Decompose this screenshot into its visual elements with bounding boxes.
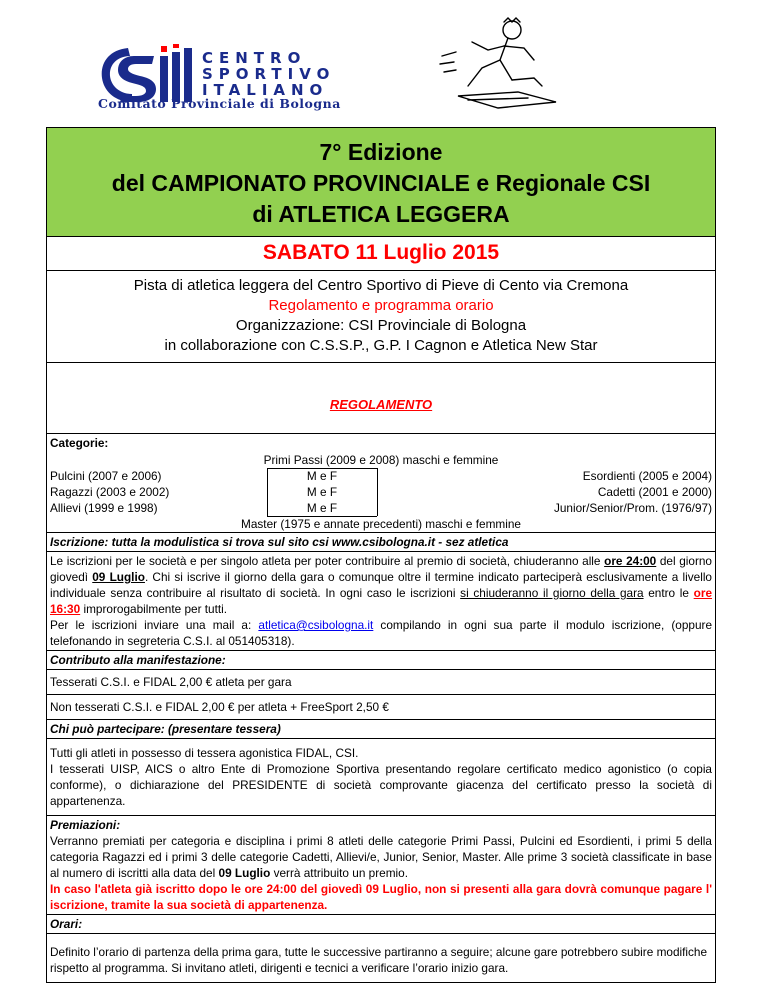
title-line2: del CAMPIONATO PROVINCIALE e Regionale CSI — [111, 170, 651, 196]
iscrizione-paragraph-1 — [50, 553, 712, 617]
contributo-non-tesserati-row — [47, 695, 715, 720]
title-line1: 7° Edizione — [319, 139, 443, 165]
premiazioni-paragraph-1 — [50, 833, 712, 881]
category-mid: M e F — [306, 469, 338, 483]
contributo-tesserati: Tesserati C.S.I. e FIDAL 2,00 € atleta per gara — [50, 675, 292, 689]
partecipare-header-row — [47, 720, 715, 739]
text: . Chi si iscrive il giorno della gara o comunque oltre il termine indicato parteciperà esclusivamente a livello individuale senza contribuire al risultato di società. In ogni caso le iscrizioni — [50, 570, 712, 600]
text: del giorno giovedì — [50, 554, 712, 584]
iscrizione-section — [47, 552, 715, 651]
iscrizione-header-row — [47, 533, 715, 552]
title-banner — [47, 128, 715, 237]
category-left: Ragazzi (2003 e 2002) — [50, 485, 170, 499]
partecipare-section — [47, 739, 715, 816]
orari-paragraph: Definito l’orario di partenza della prima gara, tutte le successive partiranno a seguire; alcune gare potrebbero subire modifiche rispetto al programma. Si invitano atleti, dirigenti e tecnici a verificare l’orario inizio gara. — [50, 945, 708, 975]
category-row — [47, 500, 715, 516]
regolamento-box — [47, 363, 715, 434]
category-right: Cadetti (2001 e 2000) — [597, 485, 712, 499]
partecipare-paragraph-2: I tesserati UISP, AICS o altro Ente di Promozione Sportiva presentando regolare certificato medico agonistico (o copia conforme), o dichiarazione del PRESIDENTE di società comprovante giacenza del certificato presso la società di appartenenza. — [50, 762, 712, 808]
premiazioni-section — [47, 816, 715, 915]
same-day-close: si chiuderanno il giorno della gara — [460, 586, 644, 600]
logo-line2: SPORTIVO — [202, 65, 336, 83]
categories-table — [47, 452, 715, 532]
premio-date: 09 Luglio — [218, 866, 271, 880]
event-frame — [46, 127, 716, 983]
deadline-hour: ore 24:00 — [604, 554, 657, 568]
category-right: Junior/Senior/Prom. (1976/97) — [553, 501, 712, 515]
collaboration: in collaborazione con C.S.S.P., G.P. I Cagnon e Atletica New Star — [164, 337, 598, 354]
logo-line3: ITALIANO — [202, 81, 329, 99]
title-line3: di ATLETICA LEGGERA — [252, 201, 510, 227]
category-row — [47, 484, 715, 500]
category-mid: M e F — [306, 485, 338, 499]
category-row — [47, 468, 715, 484]
event-date: SABATO 11 Luglio 2015 — [47, 237, 715, 271]
category-primi-passi: Primi Passi (2009 e 2008) maschi e femmine — [263, 453, 499, 467]
iscrizione-header: Iscrizione: tutta la modulistica si trova sul sito csi www.csibologna.it - sez atletica — [50, 535, 509, 549]
category-master: Master (1975 e annate precedenti) maschi e femmine — [241, 517, 521, 531]
partecipare-paragraph-1: Tutti gli atleti in possesso di tessera agonistica FIDAL, CSI. — [50, 746, 359, 760]
regolamento-heading: REGOLAMENTO — [329, 397, 433, 412]
contributo-header: Contributo alla manifestazione: — [50, 653, 226, 667]
category-row-primi-passi — [47, 452, 715, 468]
logo-subtitle: Comitato Provinciale di Bologna — [98, 96, 341, 111]
text: improrogabilmente per tutti. — [80, 602, 228, 616]
logo-line1: CENTRO — [202, 49, 307, 67]
iscrizione-paragraph-2 — [50, 617, 712, 649]
category-mid: M e F — [306, 501, 338, 515]
deadline-date: 09 Luglio — [92, 570, 145, 584]
text: verrà attribuito un premio. — [270, 866, 408, 880]
organization: Organizzazione: CSI Provinciale di Bologna — [235, 317, 527, 334]
category-right: Esordienti (2005 e 2004) — [582, 469, 712, 483]
event-info — [47, 271, 715, 363]
email-link[interactable]: atletica@csibologna.it — [258, 618, 374, 632]
final-hour: ore 16:30 — [50, 586, 713, 616]
partecipare-header: Chi può partecipare: (presentare tessera) — [50, 722, 281, 736]
venue: Pista di atletica leggera del Centro Sportivo di Pieve di Cento via Cremona — [133, 277, 629, 294]
categories-header: Categorie: — [50, 436, 109, 450]
orari-section — [47, 934, 715, 982]
contributo-header-row — [47, 651, 715, 670]
premiazioni-warning: In caso l'atleta già iscritto dopo le ore 24:00 del giovedì 09 Luglio, non si presenti alla gara dovrà comunque pagare l' iscrizione, tramite la sua società di appartenenza. — [50, 882, 712, 912]
categories-section — [47, 434, 715, 533]
category-row-master — [47, 516, 715, 532]
category-left: Pulcini (2007 e 2006) — [50, 469, 162, 483]
category-grid-line — [377, 468, 378, 516]
text: Per le iscrizioni inviare una mail a: — [50, 618, 259, 632]
premiazioni-header: Premiazioni: — [50, 818, 121, 832]
program-label: Regolamento e programma orario — [268, 297, 494, 314]
category-left: Allievi (1999 e 1998) — [50, 501, 158, 515]
text: Verranno premiati per categoria e disciplina i primi 8 atleti delle categorie Primi Passi, Pulcini ed Esordienti, i primi 5 della categoria Ragazzi ed i primi 3 delle categorie Cadetti, Allievi/e, Junior, Senior, Master. Alle prime 3 società classificate in base al numero di iscritti alla data del — [50, 834, 712, 880]
orari-header-row — [47, 915, 715, 934]
runner-clipart-icon — [438, 16, 578, 112]
contributo-non-tesserati: Non tesserati C.S.I. e FIDAL 2,00 € per atleta + FreeSport 2,50 € — [50, 700, 389, 714]
text: Le iscrizioni per le società e per singolo atleta per poter contribuire al premio di società, chiuderanno alle — [50, 554, 605, 568]
text: entro le — [643, 586, 694, 600]
orari-header: Orari: — [50, 917, 83, 931]
logo-text — [202, 50, 335, 98]
category-grid-line — [267, 468, 268, 516]
text: compilando in ogni sua parte il modulo iscrizione, (oppure telefonando in segreteria C.S.I. al 051405318). — [50, 618, 713, 648]
contributo-tesserati-row — [47, 670, 715, 695]
